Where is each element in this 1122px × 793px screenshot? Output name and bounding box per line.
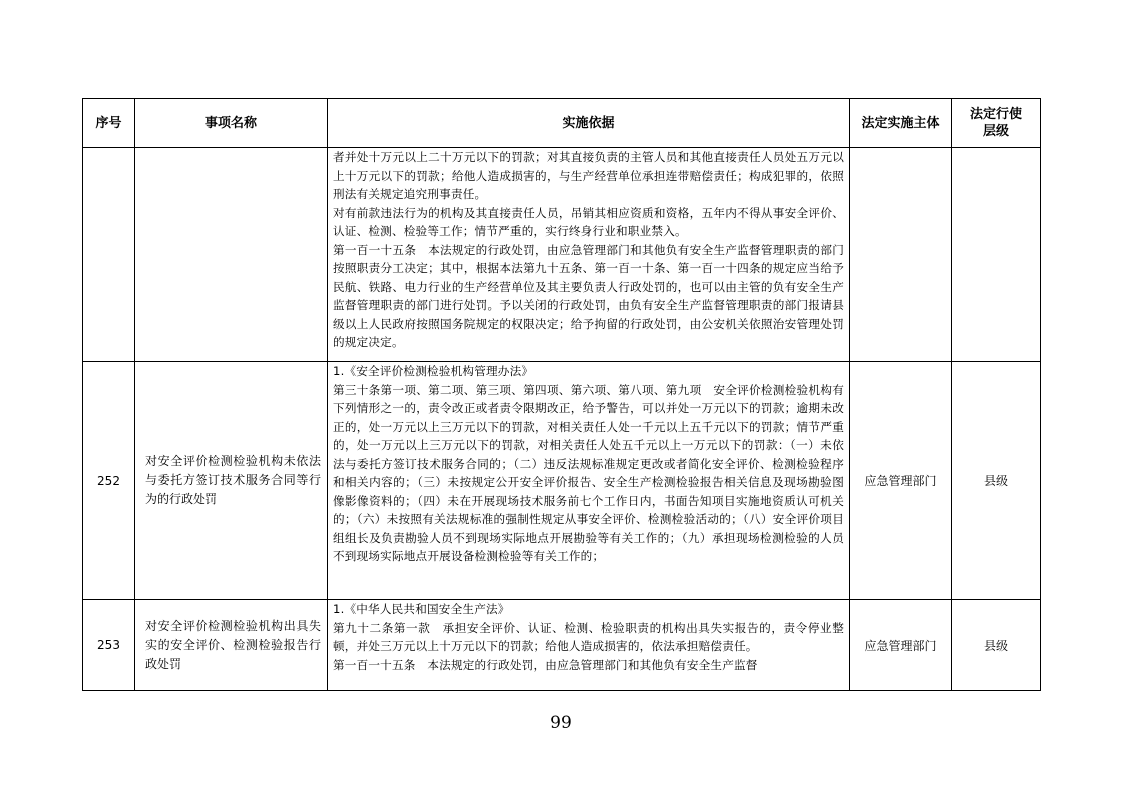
- header-num: 序号: [83, 99, 135, 148]
- header-level: [952, 99, 1041, 148]
- row-subject: 应急管理部门: [850, 362, 952, 600]
- basis-paragraph: 第九十二条第一款 承担安全评价、认证、检测、检验职责的机构出具失实报告的，责令停业整顿，并处三万元以上十万元以下的罚款；给他人造成损害的，依法承担赔偿责任。: [333, 620, 844, 654]
- row-basis: [328, 362, 850, 600]
- basis-paragraph: 1.《中华人民共和国安全生产法》: [333, 602, 510, 616]
- row-basis: [328, 600, 850, 691]
- page-number: 99: [550, 713, 572, 733]
- row-num: 252: [83, 362, 135, 600]
- basis-paragraph: 第三十条第一项、第二项、第三项、第四项、第六项、第八项、第九项 安全评价检测检验机构有下列情形之一的，责令改正或者责令限期改正，给予警告，可以并处一万元以下的罚款；逾期未改正的，处一万元以上三万元以下的罚款，对相关责任人处一千元以上五千元以下的罚款；情节严重的，处一万元以上三万元以下的罚款，对相关责任人处五千元以上一万元以下的罚款：（一）未依法与委托方签订技术服务合同的；（二）违反法规标准规定更改或者简化安全评价、检测检验程序和相关内容的；（三）未按规定公开安全评价报告、安全生产检测检验报告相关信息及现场勘验图像影像资料的；（四）未在开展现场技术服务前七个工作日内，书面告知项目实施地资质认可机关的；（六）未按照有关法规标准的强制性规定从事安全评价、检测检验活动的；（八）安全评价项目组组长及负责勘验人员不到现场实际地点开展勘验等有关工作的；（九）承担现场检测检验的人员不到现场实际地点开展设备检测检验等有关工作的；: [333, 382, 844, 564]
- header-item-name: 事项名称: [135, 99, 328, 148]
- table-row: [83, 600, 1041, 691]
- row-subject: 应急管理部门: [850, 600, 952, 691]
- row-basis: [328, 148, 850, 362]
- row-num: 253: [83, 600, 135, 691]
- row-num: [83, 148, 135, 362]
- basis-paragraph: 第一百一十五条 本法规定的行政处罚，由应急管理部门和其他负有安全生产监督管理职责的部门按照职责分工决定；其中，根据本法第九十五条、第一百一十条、第一百一十四条的规定应当给予民航、铁路、电力行业的生产经营单位及其主要负责人行政处罚的，也可以由主管的负有安全生产监督管理职责的部门进行处罚。予以关闭的行政处罚，由负有安全生产监督管理职责的部门报请县级以上人民政府按照国务院规定的权限决定；给予拘留的行政处罚，由公安机关依照治安管理处罚的规定决定。: [333, 242, 844, 350]
- basis-paragraph: 者并处十万元以上二十万元以下的罚款；对其直接负责的主管人员和其他直接责任人员处五万元以上十万元以下的罚款；给他人造成损害的，与生产经营单位承担连带赔偿责任；构成犯罪的，依照刑法有关规定追究刑事责任。: [333, 150, 844, 202]
- basis-clip: [333, 600, 844, 690]
- row-level: [952, 148, 1041, 362]
- table-row: [83, 148, 1041, 362]
- row-subject: [850, 148, 952, 362]
- row-item-name: 对安全评价检测检验机构未依法与委托方签订技术服务合同等行为的行政处罚: [135, 362, 328, 600]
- row-item-name: [135, 148, 328, 362]
- row-level: 县级: [952, 600, 1041, 691]
- basis-paragraph: 第一百一十五条 本法规定的行政处罚，由应急管理部门和其他负有安全生产监督: [333, 657, 758, 672]
- table-row: [83, 362, 1041, 600]
- header-subject: 法定实施主体: [850, 99, 952, 148]
- regulation-table: [82, 98, 1041, 691]
- row-level: 县级: [952, 362, 1041, 600]
- table-header-row: [83, 99, 1041, 148]
- header-basis: 实施依据: [328, 99, 850, 148]
- row-item-name: 对安全评价检测检验机构出具失实的安全评价、检测检验报告行政处罚: [135, 600, 328, 691]
- header-level-text: 法定行使层级: [969, 107, 1022, 139]
- basis-paragraph: 1.《安全评价检测检验机构管理办法》: [333, 364, 534, 378]
- basis-paragraph: 对有前款违法行为的机构及其直接责任人员，吊销其相应资质和资格，五年内不得从事安全评价、认证、检测、检验等工作；情节严重的，实行终身行业和职业禁入。: [333, 205, 844, 239]
